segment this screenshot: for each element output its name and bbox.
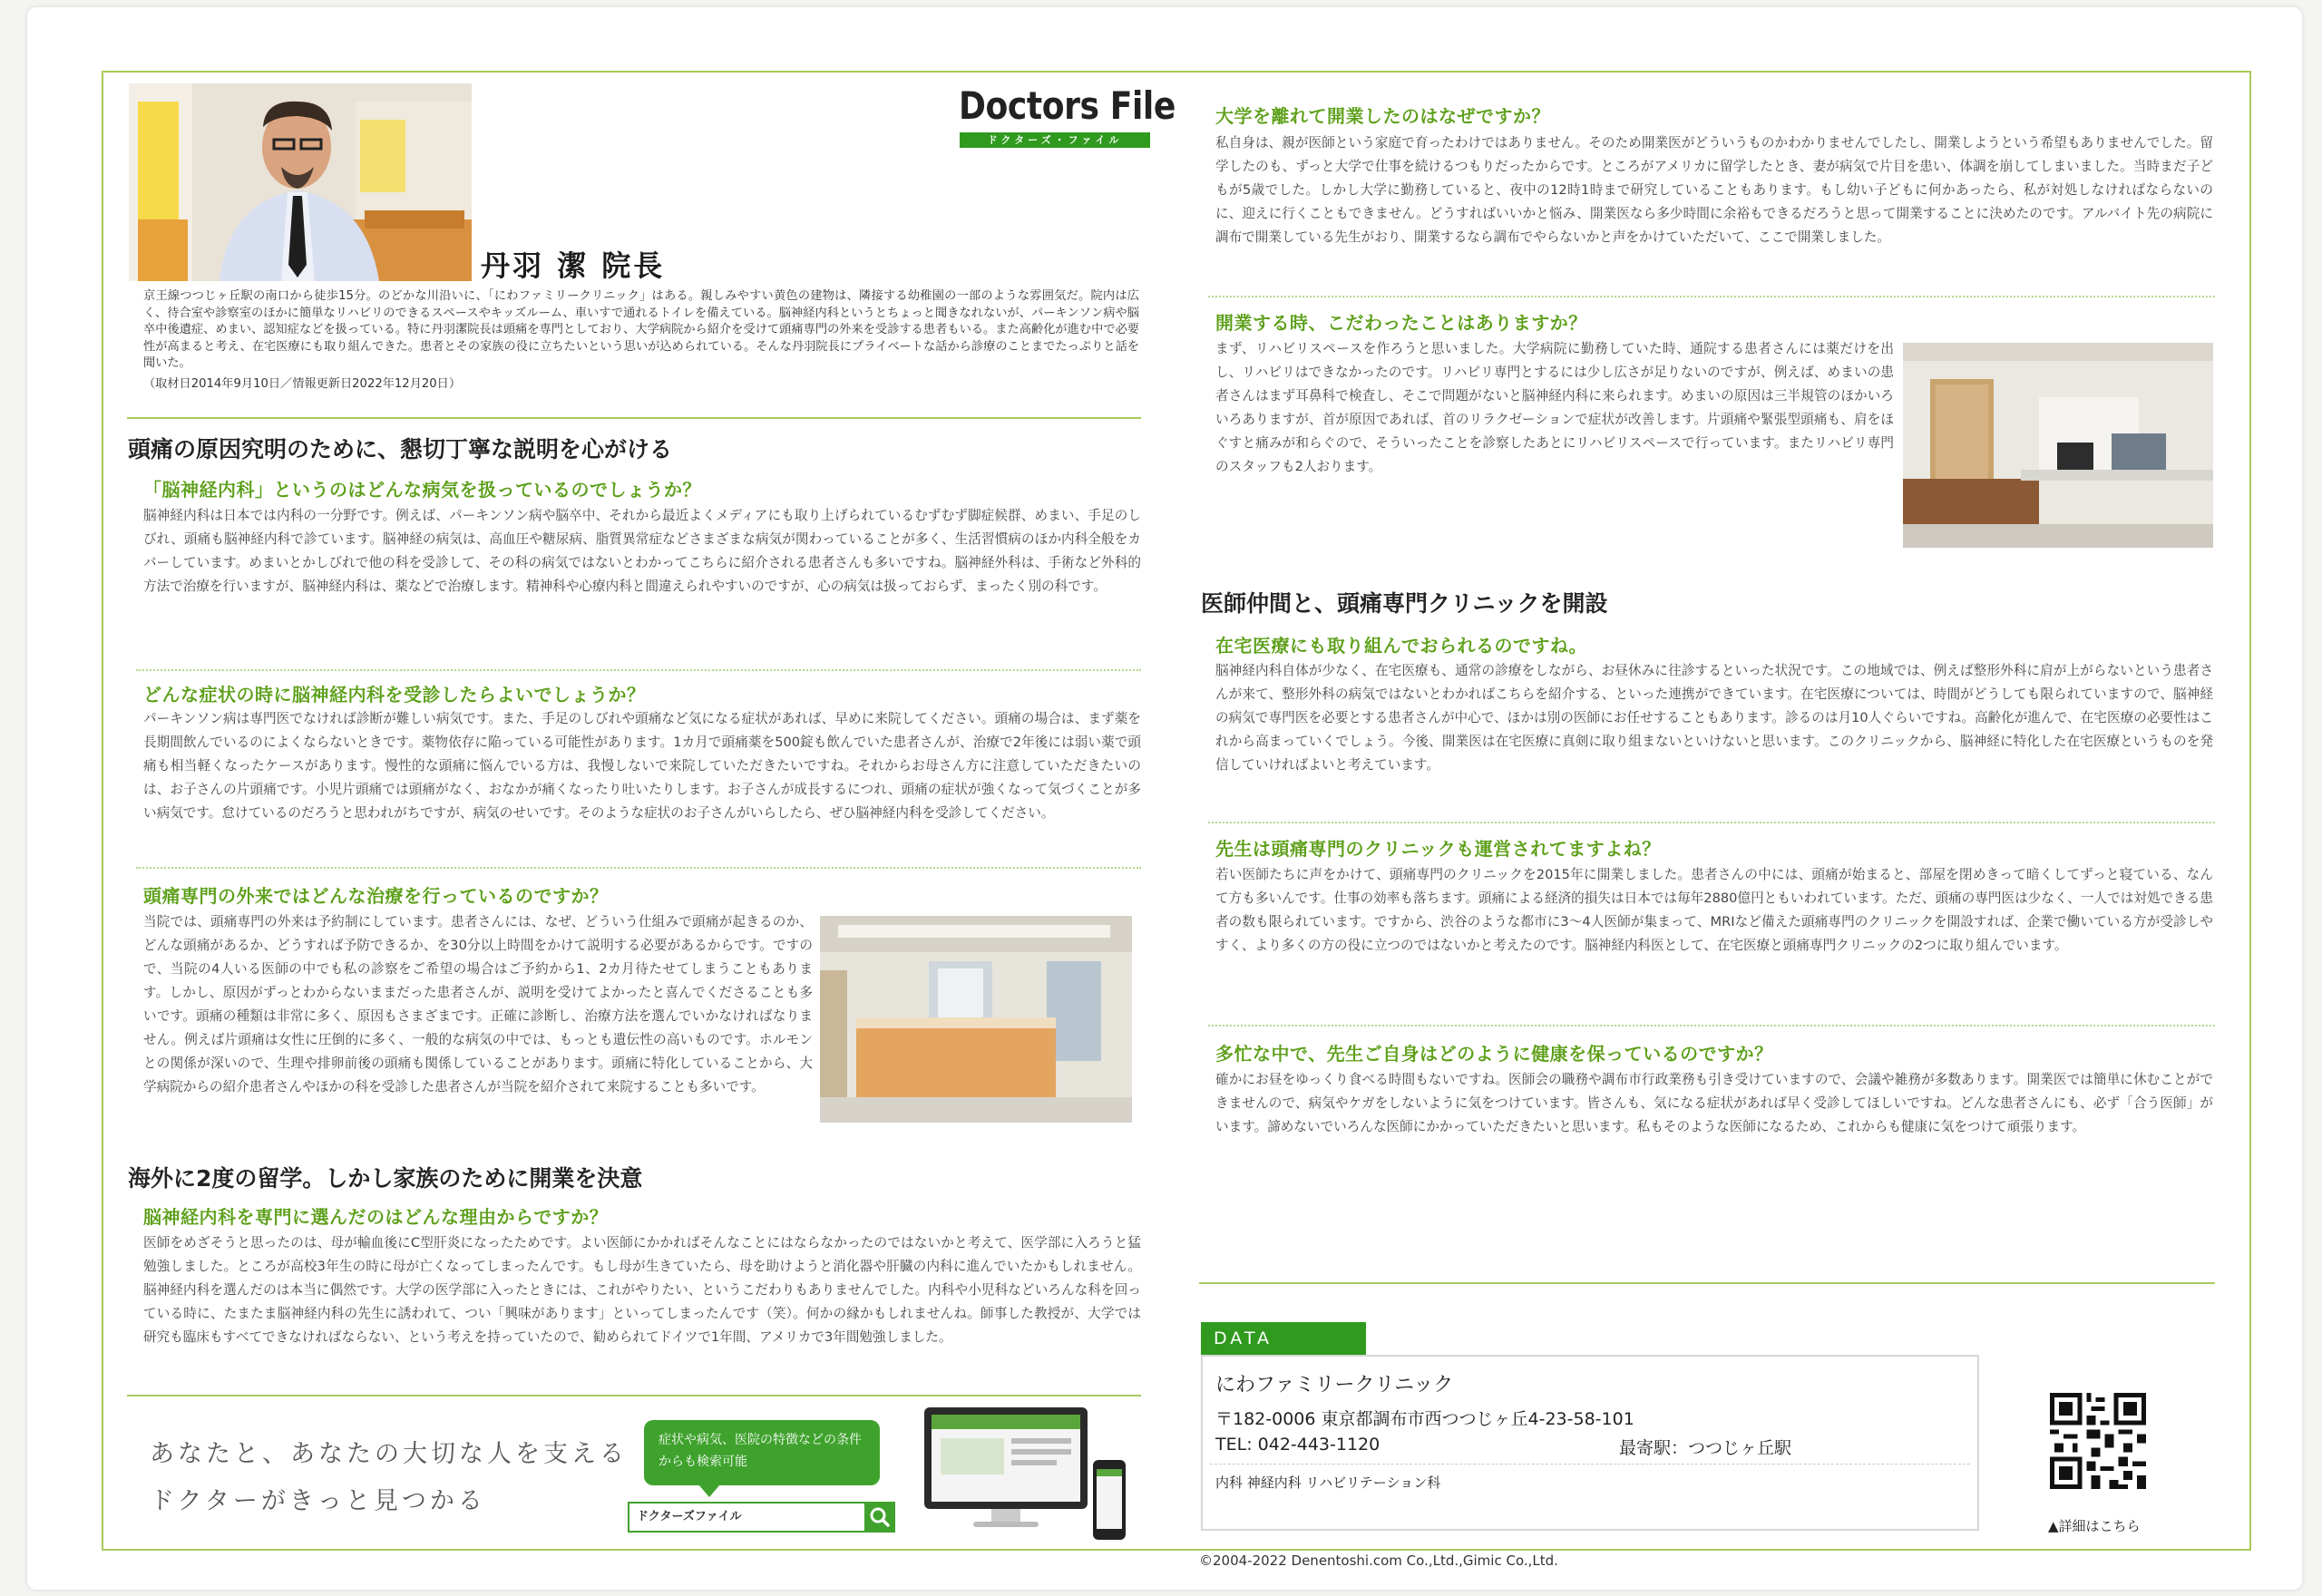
reception-photo xyxy=(820,916,1132,1123)
answer-4: 医師をめざそうと思ったのは、母が輸血後にC型肝炎になったためです。よい医師にかかればそんなことにはならなかったのではないかと考えて、医学部に入ろうと猛勉強しました。ところが高校3年生の時に母が亡くなってしまったんです。もし母が生きていたら、母を助けようと消化器や肝臓の内科に進んでいたかもしれません。脳神経内科を選んだのは本当に偶然です。大学の医学部に入ったときには、これがやりたい、というこだわりもありませんでした。内科や小児科などいろんな科を回っている時に、たまたま脳神経内科の先生に誘われて、つい「興味があります」といってしまったんです（笑）。何かの縁かもしれませんね。師事した教授が、大学では研究も臨床もすべてできなければならない、という考えを持っていたので、勧められてドイツで1年間、アメリカで3年間勉強しました。 xyxy=(143,1235,1141,1345)
data-badge: DATA xyxy=(1201,1322,1366,1355)
question-7: 在宅医療にも取り組んでおられるのですね。 xyxy=(1215,635,1587,657)
clinic-station: 最寄駅：つつじヶ丘駅 xyxy=(1619,1438,1792,1458)
answer-7: 脳神経内科自体が少なく、在宅医療も、通常の診療をしながら、お昼休みに往診するといった状況です。この地域では、例えば整形外科に肩が上がらないという患者さんが来て、整形外科の病気ではないとわかればこちらを紹介する、といった連携ができています。在宅医療については、時間がどうしても限られていますので、脳神経の病気で専門医を必要とする患者さんが中心で、ほかは別の医師にお任せすることもあります。診るのは月10人ぐらいですね。高齢化が進んで、在宅医療の必要性はこれから高まっていくでしょう。今後、開業医は在宅医療に真剣に取り組まないといけないと思います。このクリニックから、脳神経に特化した在宅医療というものを発信していければよいと考えています。 xyxy=(1215,663,2213,773)
search-tip-bubble: 症状や病気、医院の特徴などの条件からも検索可能 xyxy=(644,1420,880,1485)
question-3: 頭痛専門の外来ではどんな治療を行っているのですか？ xyxy=(143,885,609,907)
doctors-file-logo-subtitle: ドクターズ・ファイル xyxy=(960,132,1150,148)
rehab-room-photo xyxy=(1903,343,2213,548)
question-8: 先生は頭痛専門のクリニックも運営されてますよね？ xyxy=(1215,838,1661,860)
slogan xyxy=(150,1431,628,1525)
devices-illustration xyxy=(921,1406,1129,1543)
question-2: どんな症状の時に脳神経内科を受診したらよいでしょうか？ xyxy=(143,684,646,706)
answer-8: 若い医師たちに声をかけて、頭痛専門のクリニックを2015年に開業しました。患者さんの中には、頭痛が始まると、部屋を閉めきって暗くしてずっと寝ている、なんて方も多いんです。仕事の効率も落ちます。頭痛による経済的損失は日本では毎年2880億円ともいわれています。ただ、頭痛の専門医は少なく、一人では対処できる患者の数も限られています。ですから、渋谷のような都市に3〜4人医師が集まって、MRIなど備えた頭痛専門のクリニックを開設すれば、企業で働いている方が受診しやすく、より多くの方の役に立つのではないかと考えたのです。脳神経内科医として、在宅医療と頭痛専門クリニックの2つに取り組んでいます。 xyxy=(1215,867,2213,953)
divider xyxy=(1208,1025,2215,1027)
question-9: 多忙な中で、先生ご自身はどのように健康を保っているのですか？ xyxy=(1215,1043,1773,1065)
interview-date: （取材日2014年9月10日／情報更新日2022年12月20日） xyxy=(143,377,462,391)
divider xyxy=(1208,296,2215,297)
divider xyxy=(127,1395,1141,1396)
bubble-tail xyxy=(698,1484,720,1497)
divider xyxy=(136,867,1141,869)
clinic-address: 〒182-0006 東京都調布市西つつじヶ丘4-23-58-101 xyxy=(1215,1409,1634,1429)
question-6: 開業する時、こだわったことはありますか？ xyxy=(1215,312,1587,334)
doctor-name: 丹羽 潔 院長 xyxy=(481,248,666,283)
section-heading-1: 頭痛の原因究明のために、懇切丁寧な説明を心がける xyxy=(128,436,673,462)
slogan-line-2: ドクターがきっと見つかる xyxy=(150,1487,486,1515)
doctor-photo xyxy=(129,83,472,281)
question-4: 脳神経内科を専門に選んだのはどんな理由からですか？ xyxy=(143,1206,609,1228)
clinic-name: にわファミリークリニック xyxy=(1215,1374,1454,1396)
divider xyxy=(1199,1282,2215,1284)
search-icon xyxy=(864,1502,895,1533)
search-input[interactable]: ドクターズファイル xyxy=(628,1502,895,1533)
answer-6: まず、リハビリスペースを作ろうと思いました。大学病院に勤務していた時、通院する患者さんには薬だけを出し、リハビリはできなかったのです。リハビリ専門とするには少し広さが足りないのですが、例えば、めまいの患者さんはまず耳鼻科で検査し、そこで問題がないと脳神経内科に来られます。めまいの原因は三半規管のほかいろいろありますが、首が原因であれば、首のリラクゼーションで症状が改善します。片頭痛や緊張型頭痛も、肩をほぐすと痛みが和らぐので、そういったことを診察したあとにリハビリスペースで行っています。またリハビリ専門のスタッフも2人おります。 xyxy=(1215,341,1894,474)
doctors-file-logo: Doctors File xyxy=(959,83,1176,128)
answer-2: パーキンソン病は専門医でなければ診断が難しい病気です。また、手足のしびれや頭痛など気になる症状があれば、早めに来院してください。頭痛の場合は、まず薬を長期間飲んでいるのによくならないときです。薬物依存に陥っている可能性があります。1カ月で頭痛薬を500錠も飲んでいた患者さんが、治療で2年後には弱い薬で頭痛も相当軽くなったケースがあります。慢性的な頭痛に悩んでいる方は、我慢しないで来院していただきたいですね。それからお母さん方に注意していただきたいのは、お子さんの片頭痛です。小児片頭痛では頭痛がなく、おなかが痛くなったり吐いたりします。お子さんが成長するにつれ、頭痛の症状が強くなって気づくことが多い病気です。怠けているのだろうと思われがちですが、病気のせいです。そのような症状のお子さんがいらしたら、ぜひ脳神経内科を受診してください。 xyxy=(143,711,1141,821)
divider xyxy=(136,669,1141,671)
answer-3: 当院では、頭痛専門の外来は予約制にしています。患者さんには、なぜ、どういう仕組みで頭痛が起きるのか、どんな頭痛があるか、どうすれば予防できるか、を30分以上時間をかけて説明する必要があるからです。ですので、当院の4人いる医師の中でも私の診察をご希望の場合はご予約から1、2カ月待たせてしまうこともあります。しかし、原因がずっとわからないままだった患者さんが、説明を受けてよかったと喜んでくださることも多いです。頭痛の種類は非常に多く、原因もさまざまです。正確に診断し、治療方法を選んでいかなければなりません。例えば片頭痛は女性に圧倒的に多く、一般的な病気の中では、もっとも遺伝性の高いものです。ホルモンとの関係が深いので、生理や排卵前後の頭痛も関係していることがあります。頭痛に特化していることから、大学病院からの紹介患者さんやほかの科を受診した患者さんが当院を紹介されて来院することも多いです。 xyxy=(143,914,813,1095)
doctor-intro: 京王線つつじヶ丘駅の南口から徒歩15分。のどかな川沿いに、「にわファミリークリニック」はある。親しみやすい黄色の建物は、隣接する幼稚園の一部のような雰囲気だ。院内は広く、待合室や診察室のほかに簡単なリハビリのできるスペースやキッズルーム、車いすで通れるトイレを備えている。脳神経内科というとちょっと聞きなれないが、パーキンソン病や脳卒中後遺症、めまい、認知症などを扱っている。特に丹羽潔院長は頭痛を専門としており、大学病院から紹介を受けて頭痛専門の外来を受診する患者もいる。また高齢化が進む中で必要性が高まると考え、在宅医療にも取り組んできた。患者とその家族の役に立ちたいという思いが込められている。そんな丹羽院長にプライベートな話から診療のことまでたっぷりと話を聞いた。 xyxy=(143,289,1139,370)
section-heading-3: 医師仲間と、頭痛専門クリニックを開設 xyxy=(1201,590,1608,617)
copyright: ©2004-2022 Denentoshi.com Co.,Ltd.,Gimic Co.,Ltd. xyxy=(1199,1552,1558,1569)
clinic-tel: TEL: 042-443-1120 xyxy=(1215,1435,1381,1455)
slogan-line-1: あなたと、あなたの大切な人を支える xyxy=(150,1440,628,1468)
divider xyxy=(1210,1464,1970,1465)
answer-5: 私自身は、親が医師という家庭で育ったわけではありません。そのため開業医がどういうものかわかりませんでしたし、開業しようという希望もありませんでした。留学したのも、ずっと大学で仕事を続けるつもりだったからです。ところがアメリカに留学したとき、妻が病気で片目を患い、体調を崩してしまいました。当時まだ子どもが5歳でした。しかし大学に勤務していると、夜中の12時1時まで研究していることもあります。もし幼い子どもに何かあったら、私が対処しなければならないのに、迎えに行くこともできません。どうすればいいかと悩み、開業医なら多少時間に余裕もできるだろうと思って開業することに決めたのです。アルバイト先の病院に調布で開業している先生がおり、開業するなら調布でやらないかと声をかけていただいて、ここで開業しました。 xyxy=(1215,135,2213,245)
answer-1: 脳神経内科は日本では内科の一分野です。例えば、パーキンソン病や脳卒中、それから最近よくメディアにも取り上げられているむずむず脚症候群、めまい、手足のしびれ、頭痛も脳神経内科で診ています。脳神経の病気は、高血圧や糖尿病、脂質異常症などさまざまな病気が関わっていることが多く、生活習慣病のほか内科全般をカバーしています。めまいとかしびれで他の科を受診して、その科の病気ではないとわかってこちらに紹介される患者さんも多いですね。脳神経外科は、手術など外科的方法で治療を行いますが、脳神経内科は、薬などで治療します。精神科や心療内科と間違えられやすいのですが、心の病気は扱っておらず、まったく別の科です。 xyxy=(143,508,1141,594)
section-heading-2: 海外に2度の留学。しかし家族のために開業を決意 xyxy=(128,1165,643,1192)
question-5: 大学を離れて開業したのはなぜですか？ xyxy=(1215,105,1550,127)
divider xyxy=(127,417,1141,419)
divider xyxy=(1208,822,2215,823)
qr-caption: ▲詳細はこちら xyxy=(2048,1518,2141,1534)
clinic-departments: 内科 神経内科 リハビリテーション科 xyxy=(1215,1474,1441,1491)
search-button[interactable] xyxy=(864,1502,895,1533)
answer-9: 確かにお昼をゆっくり食べる時間もないですね。医師会の職務や調布市行政業務も引き受けていますので、会議や雑務が多数あります。開業医では簡単に休むことができませんので、病気やケガをしないように気をつけています。皆さんも、気になる症状があれば早く受診してほしいですね。どんな患者さんにも、必ず「合う医師」がいます。諦めないでいろんな医師にかかっていただきたいと思います。私もそのような医師になるため、これからも健康に気をつけて頑張ります。 xyxy=(1215,1072,2213,1134)
question-1: 「脳神経内科」というのはどんな病気を扱っているのでしょうか？ xyxy=(143,479,701,501)
qr-code[interactable] xyxy=(2050,1393,2146,1489)
